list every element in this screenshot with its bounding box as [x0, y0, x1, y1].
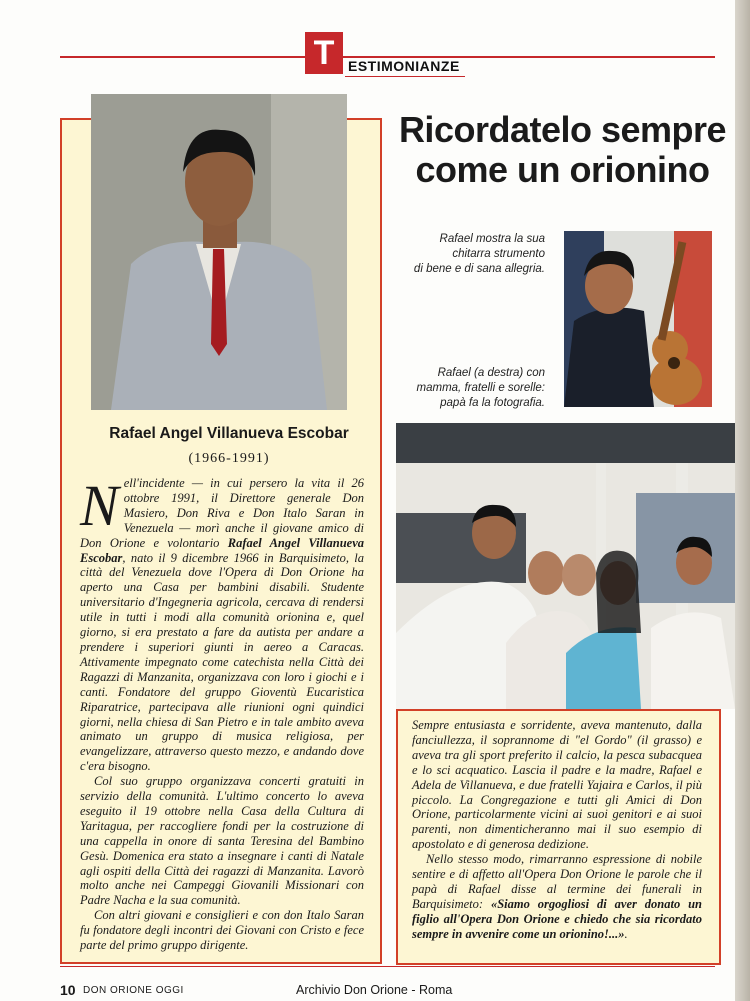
caption-family — [395, 366, 545, 411]
family-photo — [396, 423, 735, 709]
article-paragraph-5 — [412, 852, 702, 941]
profile-name: Rafael Angel Villanueva Escobar — [109, 425, 349, 442]
guitar-photo — [564, 231, 712, 407]
title-line-2: come un orionino — [415, 149, 710, 190]
caption-family-line-1: Rafael (a destra) con — [437, 367, 545, 379]
article-p1-rest: , nato il 9 dicembre 1966 in Barquisimeto, la città del Venezuela dove l'Opera di Don Orione ha aperto una Casa per bambini disabili. Studente universitario d'Ingegneria agricola, cercava di rendersi utile in tutti i modi alla comunità orionina e, quel giorno, si era prestato a fare da autista per andare a prendere i superiori giunti in aereo a Caracas. Attivamente impegnato come catechista nella Città dei Ragazzi di Manzanita, organizzava con loro i giochi e i canti. Fondatore del gruppo Gioventù Eucaristica Riparatrice, partecipava alle riunioni ogni quindici giorni, nella chiesa di San Pietro e in tale ambito aveva animato un gruppo di musica religiosa, per evangelizzare, attraverso questo mezzo, e andando dove c'era bisogno. — [80, 550, 364, 774]
family-illustration — [396, 423, 735, 709]
caption-guitar — [395, 232, 545, 277]
drop-cap: N — [80, 473, 119, 538]
page-edge — [735, 0, 750, 1001]
title-line-1: Ricordatelo sempre — [398, 109, 727, 150]
article-p1-bold: Rafael Angel Villanueva Escobar — [80, 535, 364, 565]
section-label: ESTIMONIANZE — [348, 58, 460, 74]
page-number: 10 — [60, 982, 76, 998]
article-column-right — [412, 718, 702, 942]
portrait-illustration — [91, 94, 347, 410]
article-paragraph-3: Con altri giovani e consiglieri e con don Italo Saran fu fondatore degli incontri dei Giovani con Cristo e fece parte del primo gruppo dirigente. — [80, 908, 364, 953]
article-p5-bold: «Siamo orgogliosi di aver donato un figlio all'Opera Don Orione e chiedo che sia ricordato sempre in avvenire come un orionino!...» — [412, 896, 702, 941]
caption-family-line-3: papà fa la fotografia. — [440, 397, 545, 409]
article-paragraph-4: Sempre entusiasta e sorridente, aveva mantenuto, dalla fanciullezza, il soprannome di "el Gordo" (il grasso) e aveva tra gli sport preferito il calcio, la pesca subacquea e lo sci acquatico. Lascia il padre e la madre, Rafael e Adela de Villanueva, e due fratelli Yajaira e Carlos, il più piccolo. La Congregazione e tutti gli Amici di Don Orione, particolarmente vicini ai suoi genitori e ai suoi parenti, non dimenticheranno mai il suo esempio di apostolato e di generosa dedizione. — [412, 718, 702, 852]
caption-family-line-2: mamma, fratelli e sorelle: — [416, 382, 545, 394]
publication-name: DON ORIONE OGGI — [83, 985, 184, 996]
section-initial-box: T — [305, 32, 343, 74]
profile-years: (1966-1991) — [188, 451, 270, 466]
article-paragraph-1 — [80, 473, 364, 774]
caption-guitar-line-1: Rafael mostra la sua — [439, 233, 545, 245]
article-column-left — [80, 473, 364, 953]
section-underline — [345, 76, 465, 77]
caption-guitar-line-2: chitarra strumento — [452, 248, 545, 260]
footer-rule — [60, 966, 715, 967]
article-p1-text: ell'incidente — in cui persero la vita il 26 ottobre 1991, il Direttore generale Don Masiero, Don Riva e Don Italo Saran in Venezuela — morì anche il giovane amico di Don Orione e volontario — [80, 476, 364, 550]
guitar-illustration — [564, 231, 712, 407]
caption-guitar-line-3: di bene e di sana allegria. — [413, 263, 545, 275]
article-p5-end: . — [624, 926, 628, 941]
portrait-photo — [91, 94, 347, 410]
archive-credit: Archivio Don Orione - Roma — [296, 983, 453, 997]
article-title — [395, 110, 730, 190]
article-paragraph-2: Col suo gruppo organizzava concerti gratuiti in servizio della comunità. L'ultimo concerto lo aveva eseguito il 19 ottobre nella Casa della Cultura di Yaritagua, per raccogliere fondi per la costruzione di una cappella in onore di santa Teresina del Bambino Gesù. Domenica era stato a insegnare i canti di Natale agli ospiti della Città dei ragazzi di Manzanita. Lavorò molto anche nei Campeggi Giovanili Missionari con Padre Nacha e la sua comunità. — [80, 774, 364, 908]
article-p5-text: Nello stesso modo, rimarranno espressione di nobile sentire e di affetto all'Opera Don Orione le parole che il papà di Rafael disse al termine dei funerali in Barquisimeto: — [412, 852, 702, 911]
